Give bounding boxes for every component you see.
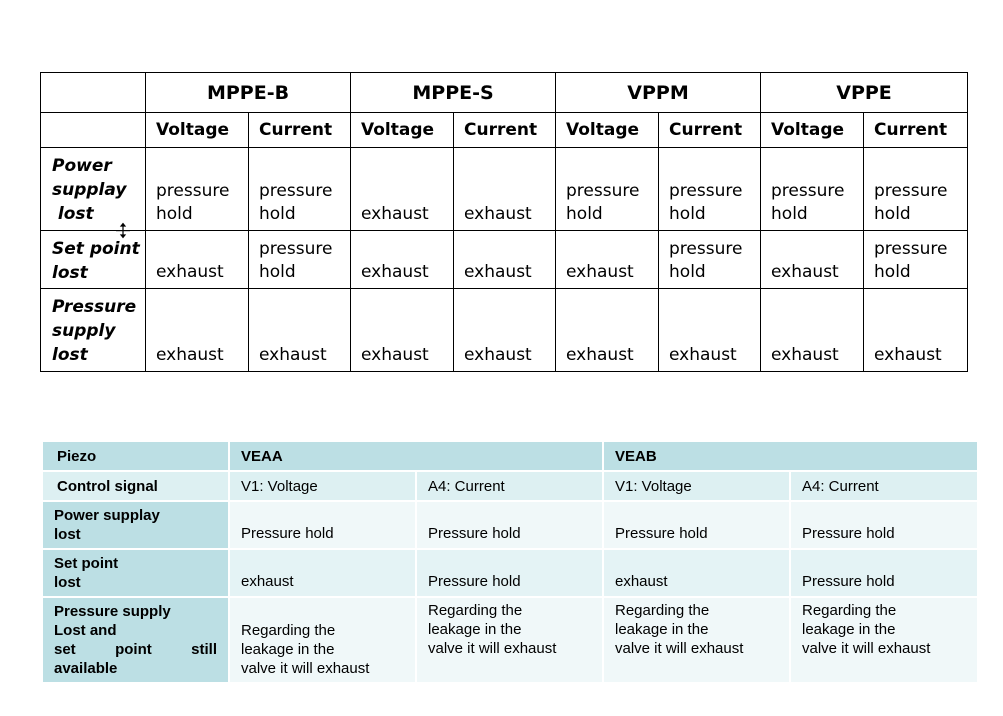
table-cell: exhaust [351, 148, 454, 231]
row-label-line: Set point [52, 239, 140, 259]
table-cell: pressure hold [249, 231, 351, 289]
table-cell: exhaust [761, 231, 864, 289]
signal-header: Current [249, 113, 351, 148]
row-label-line: supply [52, 321, 116, 341]
row-label [42, 549, 229, 597]
row-label-line: available [54, 660, 118, 677]
table-cell: exhaust [146, 289, 249, 372]
table-cell: pressure hold [659, 148, 761, 231]
signal-header: Current [659, 113, 761, 148]
table-cell: exhaust [229, 549, 416, 597]
cell-line: leakage in the [428, 621, 522, 638]
table-cell: exhaust [556, 231, 659, 289]
signal-header: Current [864, 113, 968, 148]
signal-header: Voltage [761, 113, 864, 148]
control-signal-cell: A4: Current [790, 471, 978, 501]
signal-header: Voltage [556, 113, 659, 148]
signal-header: Current [454, 113, 556, 148]
control-signal-label: Control signal [42, 471, 229, 501]
table-cell: exhaust [146, 231, 249, 289]
row-label [41, 231, 146, 289]
table-cell: pressure hold [659, 231, 761, 289]
table-cell: pressure hold [556, 148, 659, 231]
row-label-line: lost [52, 204, 94, 224]
row-label-line: lost [52, 345, 88, 365]
row-label [41, 148, 146, 231]
row-label-line: Pressure [52, 297, 137, 317]
row-label-line: lost [52, 263, 88, 283]
label-word: still [191, 641, 217, 658]
piezo-valve-table [41, 440, 979, 684]
table-cell: exhaust [351, 289, 454, 372]
table-cell: Pressure hold [416, 501, 603, 549]
table-cell: pressure hold [146, 148, 249, 231]
cell-line: valve it will exhaust [802, 640, 931, 657]
row-label-line: lost [54, 526, 81, 543]
table-cell: exhaust [603, 549, 790, 597]
cell-line: Regarding the [241, 622, 336, 639]
control-signal-cell: V1: Voltage [229, 471, 416, 501]
row-label-line: Set point [54, 555, 119, 572]
row-label-line: Pressure supply [54, 603, 171, 620]
table-row [41, 231, 968, 289]
group-header: VEAB [603, 441, 978, 471]
row-label-line [54, 640, 217, 659]
group-header: VEAA [229, 441, 603, 471]
row-label-line: Lost and [54, 622, 117, 639]
row-label [42, 501, 229, 549]
control-signal-row [42, 471, 978, 501]
table-row [42, 597, 978, 683]
cell-line: Regarding the [615, 602, 710, 619]
cell-line: leakage in the [615, 621, 709, 638]
corner-cell [41, 73, 146, 113]
table-cell [603, 597, 790, 683]
row-label-line: Power [52, 156, 112, 176]
row-label [42, 597, 229, 683]
row-label-line: lost [54, 574, 81, 591]
signal-header: Voltage [351, 113, 454, 148]
table-cell [790, 597, 978, 683]
table-cell [416, 597, 603, 683]
control-signal-cell: A4: Current [416, 471, 603, 501]
valve-behavior-table [40, 72, 968, 372]
group-header: MPPE-S [351, 73, 556, 113]
row-label [41, 289, 146, 372]
label-word: point [115, 641, 152, 658]
table-cell: exhaust [454, 289, 556, 372]
table-cell: exhaust [761, 289, 864, 372]
table-cell: exhaust [454, 231, 556, 289]
table-cell: exhaust [659, 289, 761, 372]
table-row [41, 148, 968, 231]
group-header: MPPE-B [146, 73, 351, 113]
table-row [42, 549, 978, 597]
table-cell: pressure hold [249, 148, 351, 231]
group-header-row [42, 441, 978, 471]
signal-header: Voltage [146, 113, 249, 148]
cell-line: valve it will exhaust [241, 660, 370, 677]
control-signal-cell: V1: Voltage [603, 471, 790, 501]
table-cell: Pressure hold [229, 501, 416, 549]
table-cell: exhaust [864, 289, 968, 372]
table-cell: exhaust [454, 148, 556, 231]
cell-line: leakage in the [802, 621, 896, 638]
cell-line: Regarding the [802, 602, 897, 619]
signal-header-row [41, 113, 968, 148]
table-cell: Pressure hold [790, 501, 978, 549]
table-cell: pressure hold [864, 231, 968, 289]
table-cell: Pressure hold [416, 549, 603, 597]
cell-line: valve it will exhaust [428, 640, 557, 657]
corner-cell [41, 113, 146, 148]
cell-line: leakage in the [241, 641, 335, 658]
table-row [42, 501, 978, 549]
table-cell: exhaust [556, 289, 659, 372]
table-cell: Pressure hold [603, 501, 790, 549]
cell-line: valve it will exhaust [615, 640, 744, 657]
table-cell: pressure hold [761, 148, 864, 231]
group-header-row [41, 73, 968, 113]
cell-line: Regarding the [428, 602, 523, 619]
group-header: VPPE [761, 73, 968, 113]
row-label-line: Power supplay [54, 507, 160, 524]
label-word: set [54, 641, 76, 658]
group-header: VPPM [556, 73, 761, 113]
table-cell [229, 597, 416, 683]
table-cell: exhaust [351, 231, 454, 289]
table-row [41, 289, 968, 372]
row-label-line: supplay [52, 180, 127, 200]
corner-header: Piezo [42, 441, 229, 471]
table-cell: Pressure hold [790, 549, 978, 597]
table-cell: pressure hold [864, 148, 968, 231]
table-cell: exhaust [249, 289, 351, 372]
resize-vertical-cursor-icon [116, 222, 130, 239]
